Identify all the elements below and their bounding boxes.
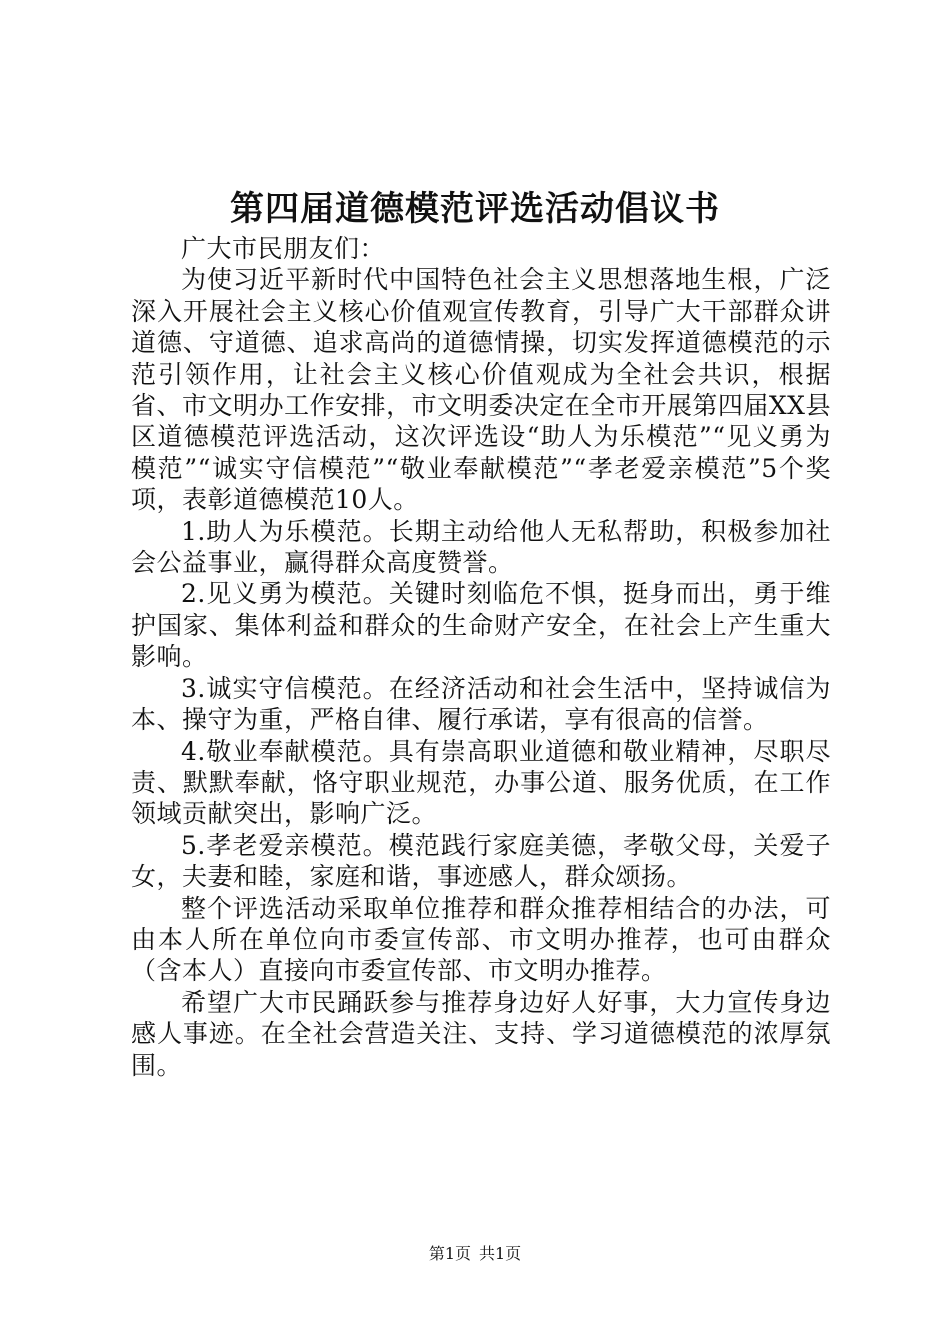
award-item-1-paragraph: 1.助人为乐模范。长期主动给他人无私帮助，积极参加社会公益事业，赢得群众高度赞誉。 bbox=[131, 516, 831, 578]
page-footer bbox=[0, 1243, 950, 1265]
method-paragraph: 整个评选活动采取单位推荐和群众推荐相结合的办法，可由本人所在单位向市委宣传部、市文明办推荐，也可由群众（含本人）直接向市委宣传部、市文明办推荐。 bbox=[131, 893, 831, 986]
salutation-paragraph: 广大市民朋友们： bbox=[181, 234, 386, 263]
page-number: 第1页 bbox=[428, 1244, 471, 1263]
award-item-3-paragraph: 3.诚实守信模范。在经济活动和社会生活中，坚持诚信为本、操守为重，严格自律、履行承诺，享有很高的信誉。 bbox=[131, 673, 831, 735]
document-title: 第四届道德模范评选活动倡议书 bbox=[230, 189, 720, 229]
award-item-4-paragraph: 4.敬业奉献模范。具有崇高职业道德和敬业精神，尽职尽责、默默奉献，恪守职业规范，办事公道、服务优质，在工作领域贡献突出，影响广泛。 bbox=[131, 736, 831, 829]
award-item-2-paragraph: 2.见义勇为模范。关键时刻临危不惧，挺身而出，勇于维护国家、集体利益和群众的生命财产安全，在社会上产生重大影响。 bbox=[131, 579, 831, 672]
page-total: 共1页 bbox=[479, 1244, 522, 1263]
award-item-5-paragraph: 5.孝老爱亲模范。模范践行家庭美德，孝敬父母，关爱子女，夫妻和睦，家庭和谐，事迹感人，群众颂扬。 bbox=[131, 830, 831, 892]
intro-paragraph: 为使习近平新时代中国特色社会主义思想落地生根，广泛深入开展社会主义核心价值观宣传教育，引导广大干部群众讲道德、守道德、追求高尚的道德情操，切实发挥道德模范的示范引领作用，让社会主义核心价值观成为全社会共识，根据省、市文明办工作安排，市文明委决定在全市开展第四届XX县区道德模范评选活动，这次评选设“助人为乐模范”“见义勇为模范”“诚实守信模范”“敬业奉献模范”“孝老爱亲模范”5个奖项，表彰道德模范10人。 bbox=[131, 265, 831, 515]
document-body bbox=[131, 233, 831, 1081]
closing-paragraph: 希望广大市民踊跃参与推荐身边好人好事，大力宣传身边感人事迹。在全社会营造关注、支持、学习道德模范的浓厚氛围。 bbox=[131, 987, 831, 1080]
